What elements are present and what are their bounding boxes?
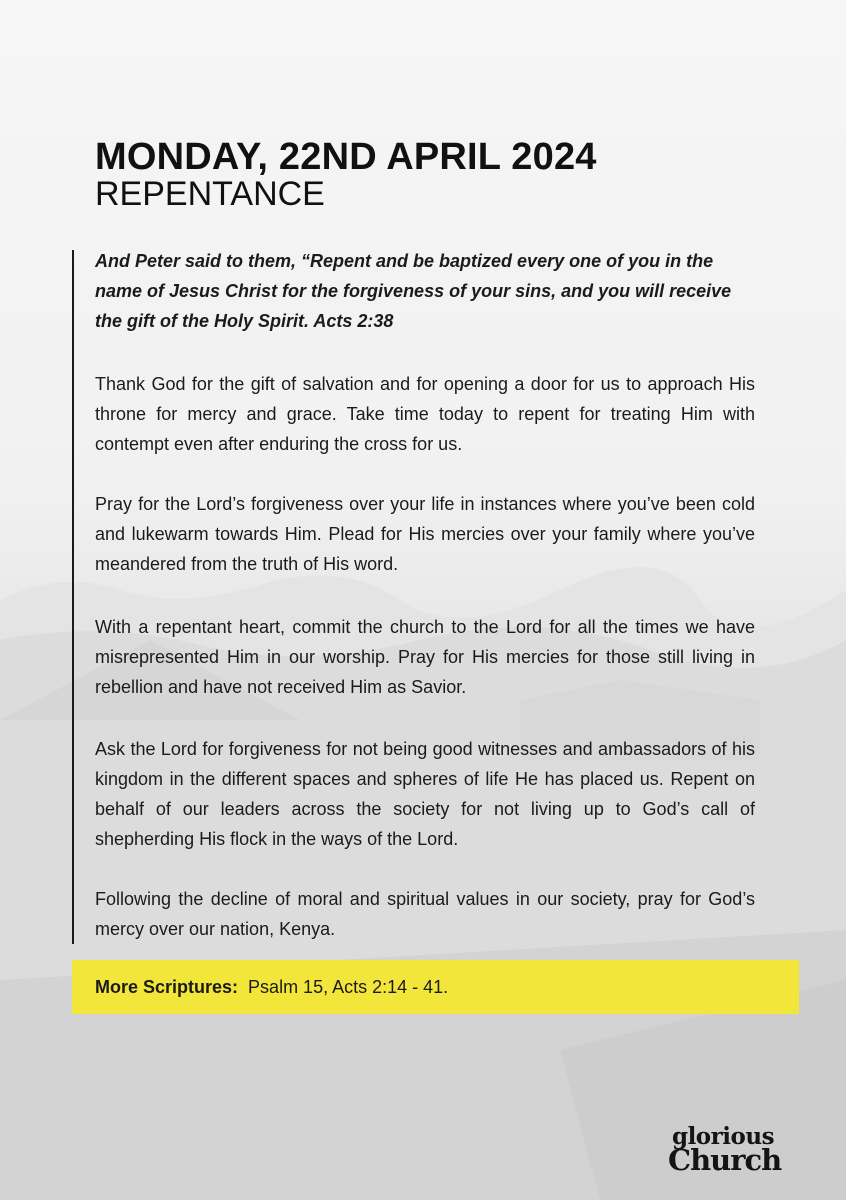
date-heading: MONDAY, 22ND APRIL 2024 xyxy=(95,136,597,178)
more-scriptures-text xyxy=(95,972,448,1002)
logo-line-1: glorious xyxy=(671,1123,775,1150)
prayer-paragraph: Pray for the Lord’s forgiveness over your life in instances where you’ve been cold and lukewarm towards Him. Plead for His mercies over your family where you’ve meandered from the truth of His word. xyxy=(95,494,755,574)
left-accent-rule xyxy=(72,250,74,944)
key-scripture: And Peter said to them, “Repent and be baptized every one of you in the name of Jesus Christ for the forgiveness of your sins, and you will receive the gift of the Holy Spirit. Acts 2:38 xyxy=(95,251,732,331)
theme-heading: REPENTANCE xyxy=(95,175,325,213)
prayer-paragraph: With a repentant heart, commit the church to the Lord for all the times we have misrepresented Him in our worship. Pray for His mercies for those still living in rebellion and have not received Him as Savior. xyxy=(95,617,755,697)
more-scriptures-refs: Psalm 15, Acts 2:14 - 41. xyxy=(248,977,449,997)
prayer-paragraph: Ask the Lord for forgiveness for not being good witnesses and ambassadors of his kingdom in the different spaces and spheres of life He has placed us. Repent on behalf of our leaders across the society for not living up to God’s call of shepherding His flock in the ways of the Lord. xyxy=(95,739,755,849)
glorious-church-logo xyxy=(668,1123,782,1177)
prayer-paragraph: Following the decline of moral and spiritual values in our society, pray for God’s mercy over our nation, Kenya. xyxy=(95,889,755,939)
prayer-paragraph: Thank God for the gift of salvation and for opening a door for us to approach His throne for mercy and grace. Take time today to repent for treating Him with contempt even after enduring the cross for us. xyxy=(95,374,755,454)
more-scriptures-label: More Scriptures: xyxy=(95,977,239,997)
logo-line-2: Church xyxy=(668,1143,782,1177)
